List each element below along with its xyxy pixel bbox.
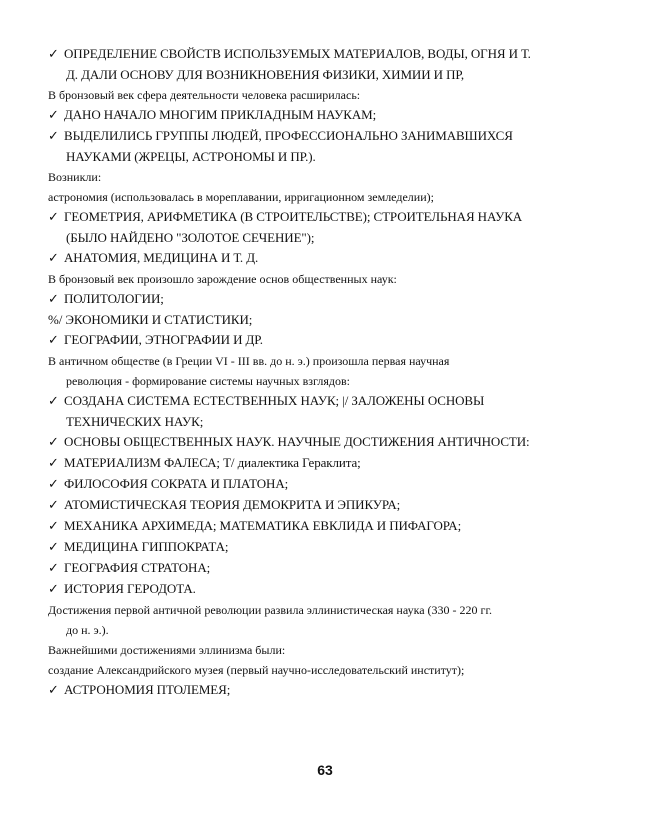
checklist-item-text: ДАНО НАЧАЛО МНОГИМ ПРИКЛАДНЫМ НАУКАМ;	[64, 107, 377, 122]
checklist-item-text: ИСТОРИЯ ГЕРОДОТА.	[64, 581, 196, 596]
checklist-item-text: ФИЛОСОФИЯ СОКРАТА И ПЛАТОНА;	[64, 476, 289, 491]
checklist-item-continuation: Д. ДАЛИ ОСНОВУ ДЛЯ ВОЗНИКНОВЕНИЯ ФИЗИКИ, ХИМИИ И ПР,	[66, 67, 465, 82]
checklist-item-text: ГЕОМЕТРИЯ, АРИФМЕТИКА (В СТРОИТЕЛЬСТВЕ); СТРОИТЕЛЬНАЯ НАУКА	[64, 209, 523, 224]
checklist-item-text: ОСНОВЫ ОБЩЕСТВЕННЫХ НАУК. НАУЧНЫЕ ДОСТИЖЕНИЯ АНТИЧНОСТИ:	[64, 434, 530, 449]
checklist-item	[48, 126, 608, 147]
checklist-item	[48, 289, 608, 310]
checkmark-icon: ✓	[48, 108, 59, 123]
checklist-item	[48, 495, 608, 516]
checklist-item-text: СОЗДАНА СИСТЕМА ЕСТЕСТВЕННЫХ НАУК; |/ ЗАЛОЖЕНЫ ОСНОВЫ	[64, 393, 485, 408]
checklist-item	[48, 44, 608, 65]
checklist-item-text: АСТРОНОМИЯ ПТОЛЕМЕЯ;	[64, 682, 231, 697]
paragraph-line: В античном обществе (в Греции VI - III вв. до н. э.) произошла первая научная	[48, 354, 450, 368]
checkmark-icon: ✓	[48, 683, 59, 698]
checklist-item-text: ВЫДЕЛИЛИСЬ ГРУППЫ ЛЮДЕЙ, ПРОФЕССИОНАЛЬНО ЗАНИМАВШИХСЯ	[64, 128, 513, 143]
checklist-item	[48, 516, 608, 537]
paragraph-continuation: революция - формирование системы научных взглядов:	[66, 374, 350, 388]
checkmark-icon: ✓	[48, 435, 59, 450]
checkmark-icon: ✓	[48, 582, 59, 597]
checkmark-icon: ✓	[48, 540, 59, 555]
checklist-item-text: МЕДИЦИНА ГИППОКРАТА;	[64, 539, 229, 554]
checklist-item-text: МАТЕРИАЛИЗМ ФАЛЕСА; Т/ диалектика Гераклита;	[64, 455, 361, 470]
checkmark-icon: ✓	[48, 129, 59, 144]
checklist-item-text: АНАТОМИЯ, МЕДИЦИНА И Т. Д.	[64, 250, 259, 265]
checklist-item	[48, 391, 608, 412]
list-item: %/ ЭКОНОМИКИ И СТАТИСТИКИ;	[48, 312, 253, 327]
page-number: 63	[317, 762, 333, 778]
checkmark-icon: ✓	[48, 477, 59, 492]
checkmark-icon: ✓	[48, 394, 59, 409]
checkmark-icon: ✓	[48, 519, 59, 534]
checkmark-icon: ✓	[48, 47, 59, 62]
paragraph-line: создание Александрийского музея (первый научно-исследовательский институт);	[48, 663, 465, 677]
checkmark-icon: ✓	[48, 292, 59, 307]
paragraph-line: В бронзовый век сфера деятельности человека расширилась:	[48, 88, 361, 102]
checklist-item-text: ПОЛИТОЛОГИИ;	[64, 291, 164, 306]
checklist-item-text: ГЕОГРАФИЯ СТРАТОНА;	[64, 560, 211, 575]
paragraph-line: Достижения первой античной революции развила эллинистическая наука (330 - 220 гг.	[48, 603, 493, 617]
checklist-item-text: ОПРЕДЕЛЕНИЕ СВОЙСТВ ИСПОЛЬЗУЕМЫХ МАТЕРИАЛОВ, ВОДЫ, ОГНЯ И Т.	[64, 46, 531, 61]
checkmark-icon: ✓	[48, 251, 59, 266]
checkmark-icon: ✓	[48, 561, 59, 576]
checklist-item	[48, 579, 608, 600]
checklist-item-continuation: НАУКАМИ (ЖРЕЦЫ, АСТРОНОМЫ И ПР.).	[66, 149, 316, 164]
checkmark-icon: ✓	[48, 210, 59, 225]
checklist-item-text: ГЕОГРАФИИ, ЭТНОГРАФИИ И ДР.	[64, 332, 263, 347]
checkmark-icon: ✓	[48, 456, 59, 471]
paragraph-continuation: до н. э.).	[66, 623, 109, 637]
paragraph-line: Возникли:	[48, 170, 102, 184]
checklist-item-continuation: (БЫЛО НАЙДЕНО "ЗОЛОТОЕ СЕЧЕНИЕ");	[66, 230, 315, 245]
document-body	[48, 44, 608, 701]
checkmark-icon: ✓	[48, 333, 59, 348]
checklist-item	[48, 105, 608, 126]
checklist-item	[48, 474, 608, 495]
checklist-item-text: АТОМИСТИЧЕСКАЯ ТЕОРИЯ ДЕМОКРИТА И ЭПИКУРА;	[64, 497, 401, 512]
checklist-item	[48, 558, 608, 579]
checklist-item	[48, 432, 608, 453]
checklist-item	[48, 453, 608, 474]
checklist-item-continuation: ТЕХНИЧЕСКИХ НАУК;	[66, 414, 204, 429]
checkmark-icon: ✓	[48, 498, 59, 513]
checklist-item	[48, 248, 608, 269]
checklist-item	[48, 330, 608, 351]
paragraph-line: В бронзовый век произошло зарождение основ общественных наук:	[48, 272, 397, 286]
checklist-item	[48, 680, 608, 701]
checklist-item	[48, 537, 608, 558]
checklist-item-text: МЕХАНИКА АРХИМЕДА; МАТЕМАТИКА ЕВКЛИДА И ПИФАГОРА;	[64, 518, 462, 533]
checklist-item	[48, 207, 608, 228]
paragraph-line: Важнейшими достижениями эллинизма были:	[48, 643, 286, 657]
paragraph-line: астрономия (использовалась в мореплавании, ирригационном земледелии);	[48, 190, 434, 204]
